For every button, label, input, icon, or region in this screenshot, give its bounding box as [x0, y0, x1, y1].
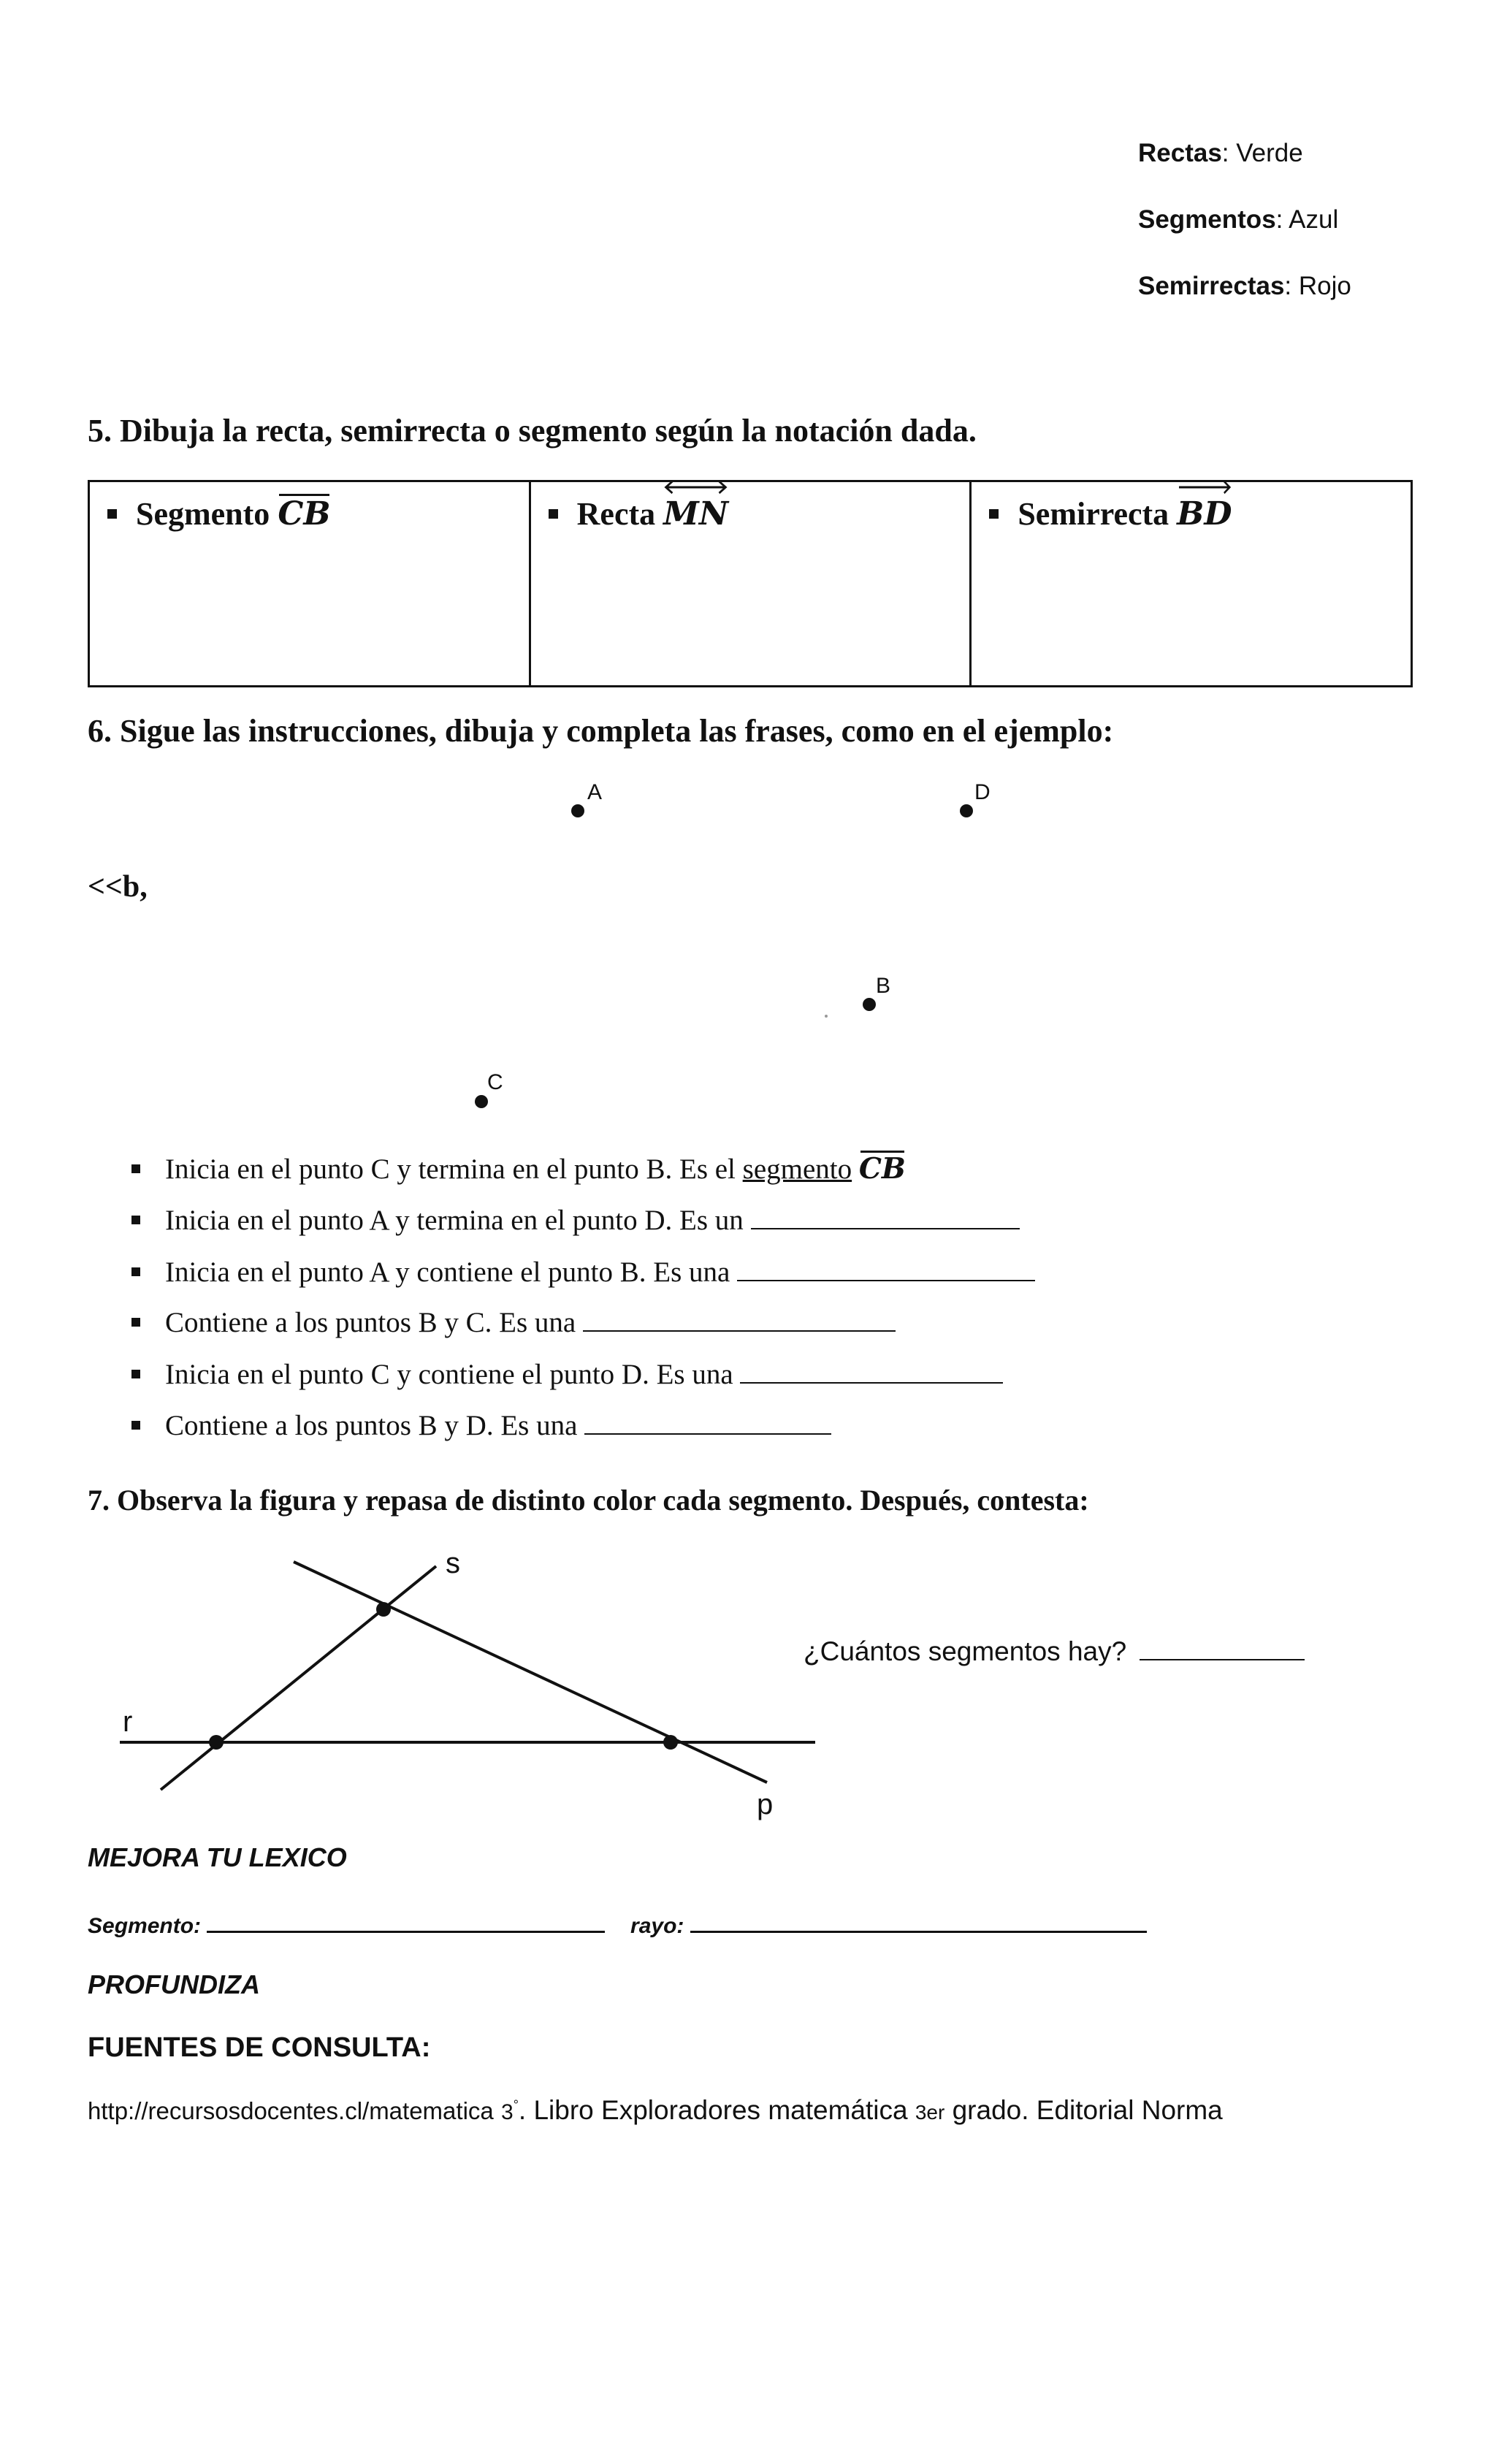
legend-semirrectas [1138, 272, 1351, 301]
point-label-d: D [974, 780, 991, 804]
profundiza-title: PROFUNDIZA [88, 1969, 260, 1999]
legend-value: : Azul [1275, 205, 1339, 234]
answer-blank[interactable] [583, 1308, 896, 1332]
list-item [131, 1256, 1035, 1289]
arrow-icon [1177, 479, 1232, 495]
bullet-icon [131, 1421, 140, 1430]
legend-rectas [1138, 139, 1303, 168]
bullet-icon [131, 1370, 140, 1378]
item-text: Inicia en el punto A y contiene el punto B. Es una [165, 1256, 738, 1288]
item-text: Inicia en el punto C y termina en el punto B. Es el [165, 1153, 743, 1185]
answer-blank[interactable] [751, 1206, 1020, 1229]
intersection-point [376, 1602, 391, 1617]
ex7-figure [110, 1541, 825, 1841]
legend-value: : Verde [1221, 139, 1303, 167]
item-text: Contiene a los puntos B y D. Es una [165, 1410, 585, 1441]
label-s: s [446, 1547, 460, 1579]
double-arrow-icon [663, 479, 728, 495]
bullet-icon [131, 1164, 140, 1173]
answer-blank[interactable] [737, 1258, 1035, 1281]
fuentes-title: FUENTES DE CONSULTA: [88, 2032, 431, 2063]
ex6-heading: 6. Sigue las instrucciones, dibuja y completa las frases, como en el ejemplo: [88, 713, 1114, 749]
label-r: r [123, 1706, 133, 1738]
point-d [960, 804, 973, 817]
rayo-blank[interactable] [690, 1912, 1147, 1933]
list-item [131, 1306, 896, 1339]
lexico-fields [88, 1912, 1147, 1939]
bullet-icon [131, 1216, 140, 1224]
segmento-label: Segmento: [88, 1914, 202, 1938]
answer-blank[interactable] [1140, 1639, 1305, 1660]
bullet-icon [131, 1318, 140, 1327]
notation-text: BD [1177, 495, 1232, 533]
answer-blank[interactable] [740, 1360, 1003, 1384]
legend-value: : Rojo [1284, 272, 1351, 300]
ex5-heading: 5. Dibuja la recta, semirrecta o segmento según la notación dada. [88, 413, 977, 449]
stray-text: <<b, [88, 870, 148, 904]
point-label-b: B [876, 974, 891, 998]
grade2: 3er [915, 2101, 945, 2124]
segment-notation: CB [858, 1152, 906, 1186]
ex5-cell-recta[interactable] [530, 481, 971, 687]
item-text: Inicia en el punto C y contiene el punto D. Es una [165, 1359, 741, 1390]
bullet-icon [989, 509, 999, 519]
cell-label: Recta [576, 496, 656, 532]
list-item [131, 1358, 1003, 1391]
item-text: Contiene a los puntos B y C. Es una [165, 1307, 583, 1338]
point-b [863, 998, 876, 1011]
ex7-question [804, 1636, 1305, 1667]
fuentes-text1: . Libro Exploradores matemática [518, 2095, 915, 2125]
legend-segmentos [1138, 205, 1338, 234]
lexico-title: MEJORA TU LEXICO [88, 1842, 347, 1872]
ex5-table [88, 480, 1413, 687]
ex7-heading: 7. Observa la figura y repasa de distinto color cada segmento. Después, contesta: [88, 1484, 1089, 1517]
question-text: ¿Cuántos segmentos hay? [804, 1636, 1127, 1666]
ex5-cell-semirrecta[interactable] [971, 481, 1412, 687]
notation-text: MN [663, 495, 729, 533]
fuentes-line [88, 2095, 1223, 2126]
point-a [571, 804, 584, 817]
grade-sup: ° [513, 2097, 519, 2113]
point-label-c: C [487, 1070, 503, 1094]
segment-notation: CB [278, 495, 331, 533]
line-s [161, 1566, 436, 1790]
stray-dot [825, 1015, 828, 1018]
cell-label: Segmento [136, 496, 270, 532]
line-p [294, 1562, 767, 1782]
fuentes-text2: grado. Editorial Norma [944, 2095, 1223, 2125]
ray-notation [1177, 495, 1232, 533]
item-text: Inicia en el punto A y termina en el punto D. Es un [165, 1205, 751, 1236]
list-item [131, 1409, 831, 1442]
intersection-point [209, 1735, 224, 1750]
bullet-icon [131, 1267, 140, 1276]
legend-label: Rectas [1138, 139, 1222, 167]
answer-text: segmento [742, 1153, 852, 1185]
bullet-icon [549, 509, 558, 519]
grade-number: 3 [501, 2100, 514, 2124]
ex5-cell-segmento[interactable] [89, 481, 530, 687]
line-notation [663, 495, 728, 533]
list-item [131, 1152, 906, 1186]
bullet-icon [107, 509, 117, 519]
fuentes-url[interactable]: http://recursosdocentes.cl/matematica [88, 2097, 494, 2124]
point-label-a: A [587, 780, 603, 804]
cell-label: Semirrecta [1018, 496, 1169, 532]
segmento-blank[interactable] [207, 1912, 605, 1933]
answer-blank[interactable] [584, 1411, 831, 1435]
legend-label: Segmentos [1138, 205, 1276, 234]
list-item [131, 1204, 1020, 1237]
rayo-label: rayo: [630, 1914, 684, 1938]
intersection-point [663, 1735, 678, 1750]
legend-label: Semirrectas [1138, 272, 1285, 300]
point-c [475, 1095, 488, 1108]
label-p: p [757, 1788, 774, 1820]
